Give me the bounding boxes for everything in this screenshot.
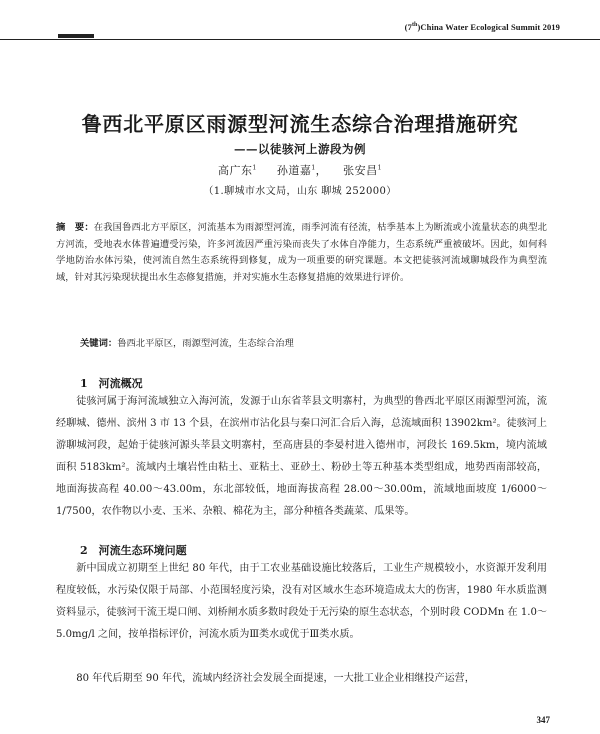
keywords-text: 鲁西北平原区，雨源型河流，生态综合治理 (117, 338, 294, 349)
section-heading: 2 河流生态环境问题 (80, 544, 187, 557)
journal-name: )China Water Ecological Summit 2019 (417, 22, 560, 32)
section-paragraph: 新中国成立初期至上世纪 80 年代，由于工农业基础设施比较落后，工业生产规模较小，水资源开发利用程度较低，水污染仅限于局部、小范围轻度污染，没有对区域水生态环境造成太大的伤害，1980 年水质监测资料显示，徒骇河干流王堤口闸、刘桥闸水质多数时段处于无污染的原生态状态，个别时段 CODMn 在 1.0～5.0mg/l 之间，按单指标评价，河流水质为Ⅲ类水或优于Ⅲ类水质。 (56, 563, 547, 640)
author-name: 张安昌 (343, 164, 378, 177)
abstract (56, 220, 547, 286)
author-affiliation-mark: 1 (377, 164, 382, 172)
paper-subtitle: ——以徒骇河上游段为例 (234, 142, 366, 156)
author-name: 孙道嘉 (276, 164, 312, 177)
header-rule (0, 39, 600, 40)
abstract-label: 摘 要： (56, 222, 94, 233)
author-name: 高广东 (218, 164, 253, 177)
section-paragraph: 徒骇河属于海河流域独立入海河流，发源于山东省莘县文明寨村，为典型的鲁西北平原区雨源型河流，流经聊城、德州、滨州 3 市 13 个县，在滨州市沾化县与秦口河汇合后入海，总流域面积 13902km²。徒骇河上游聊城河段，起始于徒骇河源头莘县文明寨村，至高唐县的李晏村进入德州市，河段长 169.5km，境内流域面积 5183km²。流域内土壤岩性由粘土、亚粘土、亚砂土、粉砂土等五种基本类型组成，地势西南部较高，地面海拔高程 40.00～43.00m，东北部较低，地面海拔高程 28.00～30.00m，流域地面坡度 1/6000～1/7500，农作物以小麦、玉米、杂粮、棉花为主，部分种植各类蔬菜、瓜果等。 (56, 396, 547, 517)
paper-title: 鲁西北平原区雨源型河流生态综合治理措施研究 (81, 112, 519, 136)
author-list: 高广东$^1$ 孙道嘉$^1$， 张安昌$^1$ (218, 164, 382, 177)
section-heading: 1 河流概况 (80, 377, 143, 390)
author-affiliation-mark: 1 (252, 164, 257, 172)
page-number: 347 (536, 715, 550, 725)
running-header (405, 22, 560, 32)
keywords (80, 336, 547, 352)
journal-edition-sup: th (411, 22, 418, 29)
keywords-label: 关键词： (80, 338, 118, 349)
section-paragraph: 80 年代后期至 90 年代，流域内经济社会发展全面提速，一大批工业企业相继投产运营， (76, 673, 475, 684)
abstract-text: 在我国鲁西北方平原区，河流基本为雨源型河流，雨季河流有径流，枯季基本上为断流或小流量状态的典型北方河流，受地表水体普遍遭受污染，许多河流因严重污染而丧失了水体自净能力，生态系统严重被破坏。因此，如何科学地防治水体污染，使河流自然生态系统得到修复，成为一项重要的研究课题。本文把徒骇河流域聊城段作为典型流域，针对其污染现状提出水生态修复措施，并对实施水生态修复措施的效果进行评价。 (56, 222, 547, 283)
journal-edition-prefix: (7 (404, 22, 412, 32)
author-affiliation-mark: 1 (311, 164, 316, 172)
affiliation: （1.聊城市水文局，山东 聊城 252000） (203, 186, 397, 197)
header-mark (58, 34, 94, 38)
